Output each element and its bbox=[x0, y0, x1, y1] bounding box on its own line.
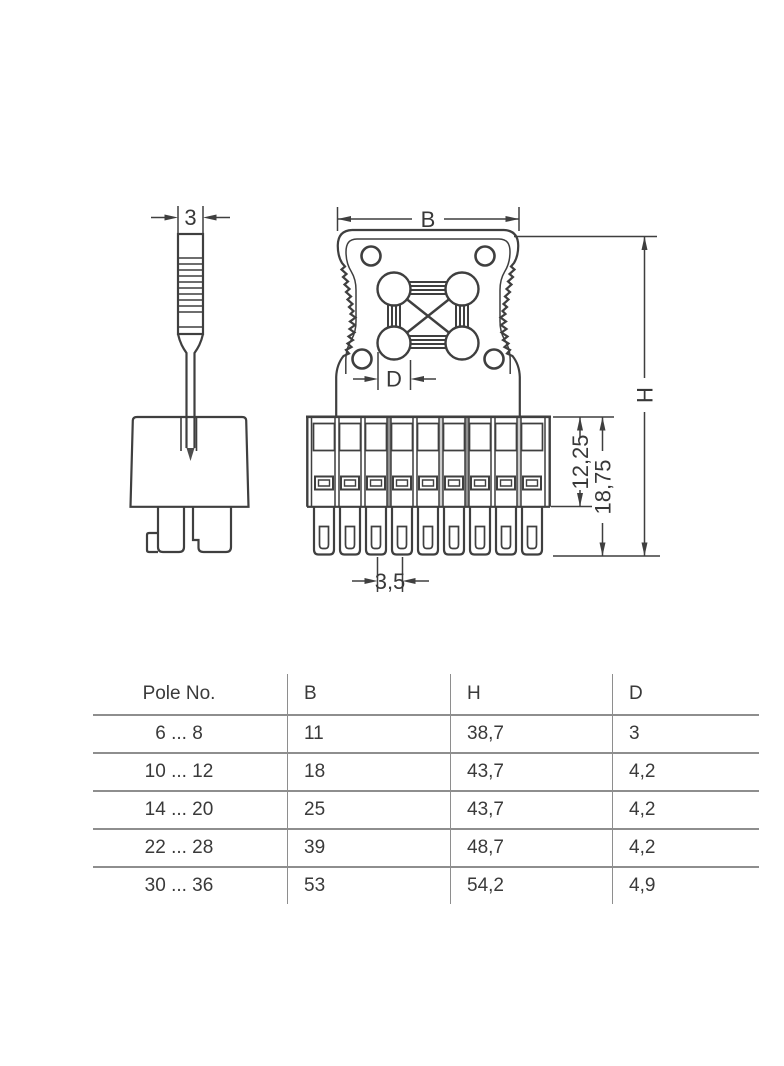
table-row bbox=[93, 715, 759, 753]
cell-b: 11 bbox=[288, 715, 451, 753]
divider-fills bbox=[387, 417, 521, 507]
dim-right-stack bbox=[514, 237, 660, 557]
cell-pole: 10 ... 12 bbox=[93, 753, 288, 791]
housing-side-tab bbox=[147, 533, 158, 552]
table-header-row bbox=[93, 674, 759, 715]
dimension-table bbox=[93, 674, 759, 904]
cell-b: 25 bbox=[288, 791, 451, 829]
cell-h: 43,7 bbox=[451, 753, 613, 791]
cell-pole: 30 ... 36 bbox=[144, 875, 214, 896]
dim-label-tool-width: 3 bbox=[184, 205, 197, 230]
dim-label-h: H bbox=[632, 387, 658, 403]
clamp-openings-inner bbox=[319, 480, 538, 486]
dim-label-d: D bbox=[386, 366, 402, 392]
cell-d: 4,2 bbox=[613, 791, 760, 829]
cell-h: 38,7 bbox=[451, 715, 613, 753]
cell-pole: 22 ... 28 bbox=[93, 829, 288, 867]
table-row bbox=[93, 867, 759, 904]
dim-label-pitch: 3,5 bbox=[374, 569, 406, 594]
col-header-d: D bbox=[613, 674, 760, 715]
cell-b: 39 bbox=[288, 829, 451, 867]
cell-d: 3 bbox=[613, 715, 760, 753]
front-view bbox=[306, 416, 551, 555]
housing-outline bbox=[131, 417, 249, 552]
cell-b: 18 bbox=[288, 753, 451, 791]
tool-blade-tip bbox=[187, 448, 195, 461]
col-header-b: B bbox=[288, 674, 451, 715]
tool-grip-ribs bbox=[178, 258, 203, 327]
table-row bbox=[93, 791, 759, 829]
pole-dividers bbox=[335, 417, 521, 507]
dim-label-b: B bbox=[420, 207, 436, 232]
cell-h: 48,7 bbox=[451, 829, 613, 867]
clamp-openings bbox=[315, 477, 541, 490]
top-view bbox=[336, 207, 520, 416]
cell-h: 43,7 bbox=[451, 791, 613, 829]
mounting-holes bbox=[353, 247, 504, 369]
pole-windows bbox=[314, 424, 543, 451]
cell-b: 53 bbox=[288, 867, 451, 904]
table-row bbox=[93, 753, 759, 791]
cell-d: 4,2 bbox=[613, 829, 760, 867]
cell-d: 4,2 bbox=[613, 753, 760, 791]
cell-pole: 6 ... 8 bbox=[93, 715, 288, 753]
dim-label-12-25: 12,25 bbox=[568, 434, 593, 490]
side-view bbox=[131, 205, 249, 552]
cell-pole: 14 ... 20 bbox=[93, 791, 288, 829]
tab-slots bbox=[320, 527, 537, 549]
cell-d: 4,9 bbox=[613, 867, 760, 904]
cell-h: 54,2 bbox=[451, 867, 613, 904]
housing-right-leg bbox=[193, 507, 231, 552]
pole-tabs bbox=[314, 507, 542, 555]
col-header-h: H bbox=[451, 674, 613, 715]
housing-left-leg bbox=[158, 507, 184, 552]
table-row bbox=[93, 829, 759, 867]
dim-label-18-75: 18,75 bbox=[590, 459, 616, 515]
col-header-pole-no: Pole No. bbox=[93, 674, 288, 715]
